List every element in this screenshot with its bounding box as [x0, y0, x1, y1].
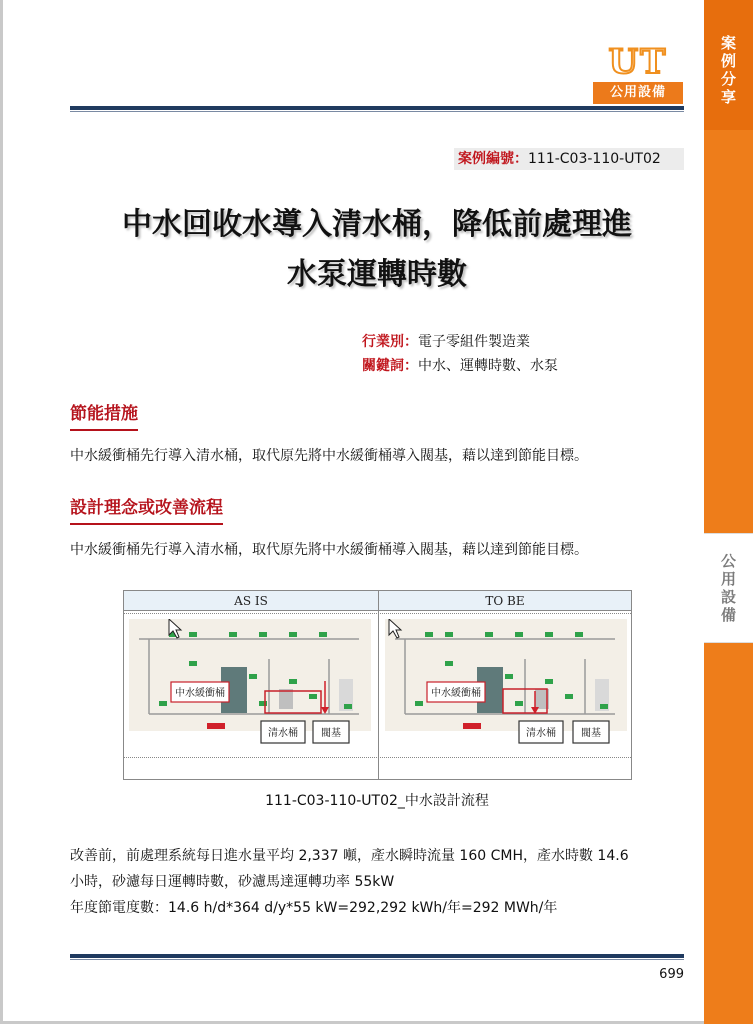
body-text-line-2: 小時，砂濾每日運轉時數，砂濾馬達運轉功率 55kW: [70, 874, 395, 890]
industry-value: 電子零組件製造業: [418, 334, 530, 350]
ut-logo: [593, 44, 683, 110]
case-number-value: 111-C03-110-UT02: [528, 151, 661, 167]
to-be-diagram: [385, 619, 627, 749]
to-be-buffer-tank-label: 中水緩衝桶: [431, 688, 481, 699]
figure-dotted-line-top: [124, 613, 631, 614]
section-heading-measures: 節能措施: [70, 402, 138, 431]
side-tab-utilities[interactable]: [704, 533, 753, 643]
as-is-diagram-svg: [129, 619, 371, 749]
side-tab-utilities-label: 公 用 設 備: [720, 552, 736, 624]
case-number-label: 案例編號：: [458, 151, 528, 167]
keywords-row: [362, 354, 558, 378]
side-strip: [704, 0, 753, 1024]
to-be-diagram-svg: [385, 619, 627, 749]
to-be-valve-base-label: 閥基: [581, 728, 601, 739]
industry-row: [362, 330, 558, 354]
section-text-design: 中水緩衝桶先行導入清水桶，取代原先將中水緩衝桶導入閥基，藉以達到節能目標。: [70, 542, 588, 558]
ut-logo-label: 公用設備: [593, 82, 683, 104]
footer-rule-thin: [70, 959, 684, 960]
as-is-clean-water-tank-label: 清水桶: [268, 728, 298, 739]
page-title: [70, 200, 684, 300]
page-title-line1: 中水回收水導入清水桶，降低前處理進: [122, 207, 632, 242]
page-title-line2: 水泵運轉時數: [287, 257, 467, 292]
case-meta: [362, 330, 558, 378]
as-is-buffer-tank-label: 中水緩衝桶: [175, 688, 225, 699]
keywords-value: 中水、運轉時數、水泵: [418, 358, 558, 374]
keywords-label: 關鍵詞：: [362, 358, 418, 374]
as-is-diagram: [129, 619, 371, 749]
figure-divider: [378, 591, 379, 779]
page-number: 699: [659, 967, 684, 982]
body-text-line-3: 年度節電度數：14.6 h/d*364 d/y*55 kW=292,292 kWh/年=292 MWh/年: [70, 900, 558, 916]
section-text-measures: 中水緩衝桶先行導入清水桶，取代原先將中水緩衝桶導入閥基，藉以達到節能目標。: [70, 448, 588, 464]
industry-label: 行業別：: [362, 334, 418, 350]
ut-logo-mark: UT: [608, 42, 668, 82]
section-heading-design: 設計理念或改善流程: [70, 496, 223, 525]
figure-header-as-is: AS IS: [124, 591, 378, 611]
case-number: [454, 148, 684, 170]
header-rule: [70, 106, 684, 110]
to-be-clean-water-tank-label: 清水桶: [526, 728, 556, 739]
page-left-edge: [0, 0, 3, 1024]
header-rule-thin: [70, 111, 684, 112]
side-tab-case-sharing[interactable]: [704, 0, 753, 130]
footer-rule: [70, 954, 684, 958]
figure-header-to-be: TO BE: [379, 591, 631, 611]
process-figure: [123, 590, 632, 780]
as-is-valve-base-label: 閥基: [321, 728, 341, 739]
figure-dotted-line-bottom: [124, 757, 631, 758]
figure-caption: 111-C03-110-UT02_中水設計流程: [265, 793, 489, 809]
body-text-line-1: 改善前，前處理系統每日進水量平均 2,337 噸，產水瞬時流量 160 CMH，產水時數 14.6: [70, 848, 629, 864]
side-tab-case-sharing-label: 案 例 分 享: [720, 34, 736, 106]
